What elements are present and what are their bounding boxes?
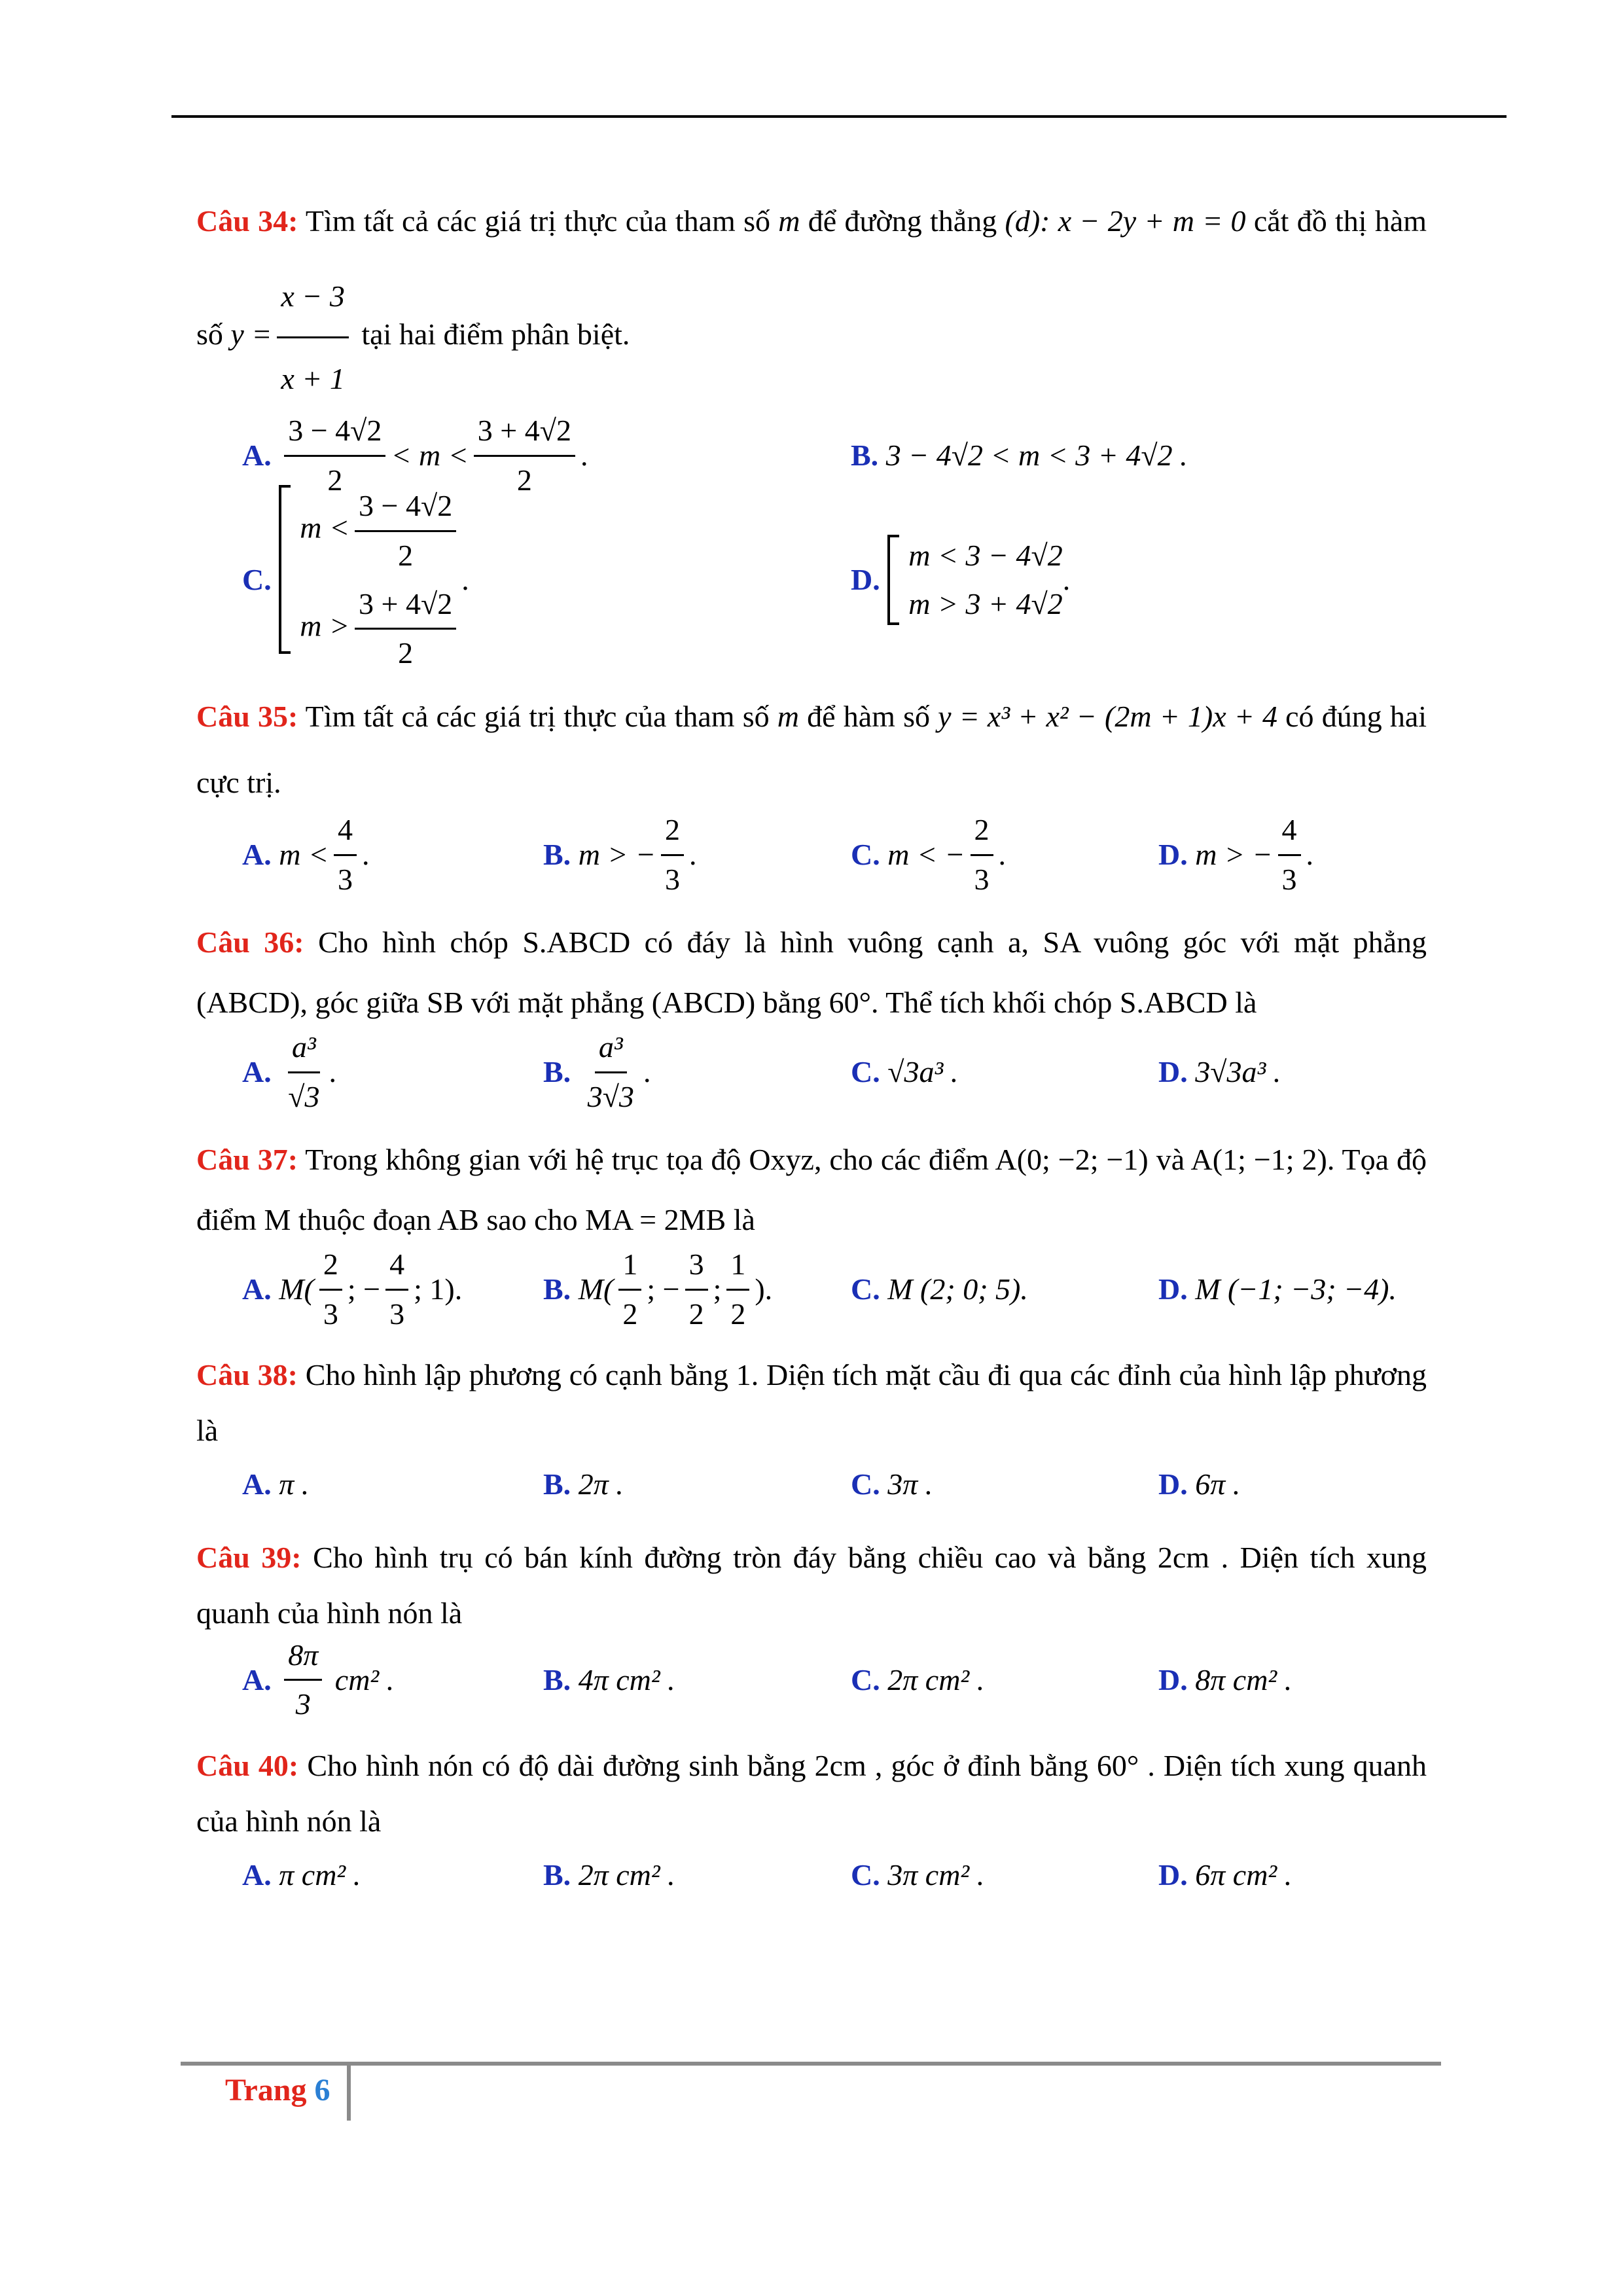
option-b[interactable]: B. m > − $\frac{2}{3}$ . bbox=[543, 816, 697, 894]
question-37: Câu 37: Trong không gian với hệ trục tọa độ Oxyz, cho các điểm A(0; −2; −1) và A(1; −1; 2). Tọa độ điểm M thuộc đoạn AB sao cho MA = 2MB là A. M( $\frac{2}{3}$ ; − $\frac{4}{3}$ ; 1). B. M( $\frac{1}{2}$ ; − $\frac{3}{2}$ ; $\frac{1}{2}$ ). C. M (2; 0; 5). D. M (−1; −3; −4). bbox=[196, 1143, 1427, 1331]
options-row bbox=[196, 1638, 1427, 1721]
question-34: Câu 34: Tìm tất cả các giá trị thực của tham số m để đường thẳng (d): x − 2y + m = 0 cắt đồ thị hàm số y = $\frac{x - 3}{x + 1}$ tại hai điểm phân biệt. A. $\frac{3 - 4√2}{2}$ < m < $\frac{3 + 4√2}{2}$ . B. 3 − 4√2 < m < 3 + 4√2 . C. m < $\frac{3 - 4√2}{2}$ m > $\frac{3 + 4√2}{2}$ . D. m < 3 − 4√2 m > 3 + 4√2 . bbox=[196, 204, 1427, 670]
page-number: Trang 6 bbox=[225, 2073, 330, 2108]
option-d[interactable]: D. 6π . bbox=[1158, 1467, 1241, 1501]
option-c[interactable]: C. 3π . bbox=[851, 1467, 933, 1501]
question-number: Câu 35: bbox=[196, 700, 298, 733]
options-row bbox=[196, 416, 1427, 495]
function-fraction: $\frac{x - 3}{x + 1}$ bbox=[277, 259, 348, 416]
question-number: Câu 34: bbox=[196, 204, 298, 238]
question-39: Câu 39: Cho hình trụ có bán kính đường tròn đáy bằng chiều cao và bằng 2cm . Diện tích xung quanh của hình nón là A. $\frac{8\pi}{3}$ cm² . B. 4π cm² . C. 2π cm² . D. 8π cm² . bbox=[196, 1540, 1427, 1721]
question-35: Câu 35: Tìm tất cả các giá trị thực của tham số m để hàm số y = x³ + x² − (2m + 1)x + 4 có đúng hai cực trị. A. m < $\frac{4}{3}$ . B. m > − $\frac{2}{3}$ . C. m < − $\frac{2}{3}$ . D. m > − $\frac{4}{3}$ . bbox=[196, 700, 1427, 896]
system-bracket bbox=[887, 535, 899, 625]
options-row bbox=[196, 1849, 1427, 1901]
line-equation: (d): x − 2y + m = 0 bbox=[1005, 204, 1246, 238]
options-row bbox=[196, 1459, 1427, 1511]
options-row bbox=[196, 1030, 1427, 1113]
option-b[interactable]: B. $\frac{\text{a³}}{3√3}$ . bbox=[543, 1033, 651, 1111]
option-b[interactable]: B. 2π . bbox=[543, 1467, 624, 1501]
question-38: Câu 38: Cho hình lập phương có cạnh bằng 1. Diện tích mặt cầu đi qua các đỉnh của hình lập phương là A. π . B. 2π . C. 3π . D. 6π . bbox=[196, 1347, 1427, 1511]
question-number: Câu 38: bbox=[196, 1358, 298, 1392]
question-number: Câu 40: bbox=[196, 1748, 299, 1782]
options-row bbox=[196, 489, 1427, 670]
option-b[interactable]: B. M( $\frac{1}{2}$ ; − $\frac{3}{2}$ ; $\frac{1}{2}$ ). bbox=[543, 1250, 772, 1329]
option-a[interactable]: A. π cm² . bbox=[242, 1857, 361, 1892]
option-c[interactable]: C. m < $\frac{3 - 4√2}{2}$ m > $\frac{3 + 4√2}{2}$ . bbox=[242, 495, 469, 665]
question-number: Câu 36: bbox=[196, 925, 304, 960]
option-d[interactable]: D. 8π cm² . bbox=[1158, 1662, 1293, 1696]
option-b[interactable]: B. 2π cm² . bbox=[543, 1857, 675, 1892]
option-a[interactable]: A. $\frac{8\pi}{3}$ cm² . bbox=[242, 1641, 394, 1719]
option-a[interactable]: A. M( $\frac{2}{3}$ ; − $\frac{4}{3}$ ; 1). bbox=[242, 1250, 462, 1329]
system-bracket bbox=[279, 485, 291, 654]
question-number: Câu 37: bbox=[196, 1143, 298, 1177]
function-formula: y = x³ + x² − (2m + 1)x + 4 bbox=[938, 700, 1277, 733]
question-number: Câu 39: bbox=[196, 1540, 302, 1574]
footer-rule bbox=[181, 2062, 1441, 2066]
option-d[interactable]: D. 6π cm² . bbox=[1158, 1857, 1293, 1892]
header-rule bbox=[171, 115, 1507, 118]
option-c[interactable]: C. 3π cm² . bbox=[851, 1857, 985, 1892]
option-c[interactable]: C. 2π cm² . bbox=[851, 1662, 985, 1696]
option-a[interactable]: A. $\frac{\text{a³}}{√3}$ . bbox=[242, 1033, 336, 1111]
option-d[interactable]: D. 3√3a³ . bbox=[1158, 1055, 1281, 1089]
option-b[interactable]: B. 3 − 4√2 < m < 3 + 4√2 . bbox=[851, 438, 1188, 472]
option-c[interactable]: C. M (2; 0; 5). bbox=[851, 1272, 1028, 1306]
option-d[interactable]: D. M (−1; −3; −4). bbox=[1158, 1272, 1397, 1306]
question-40: Câu 40: Cho hình nón có độ dài đường sinh bằng 2cm , góc ở đỉnh bằng 60° . Diện tích xung quanh của hình nón là A. π cm² . B. 2π cm² . C. 3π cm² . D. 6π cm² . bbox=[196, 1738, 1427, 1901]
option-d[interactable]: D. m < 3 − 4√2 m > 3 + 4√2 . bbox=[851, 495, 1070, 665]
footer-divider bbox=[347, 2066, 351, 2121]
options-row bbox=[196, 1247, 1427, 1331]
option-a[interactable]: A. π . bbox=[242, 1467, 310, 1501]
option-d[interactable]: D. m > − $\frac{4}{3}$ . bbox=[1158, 816, 1313, 894]
option-c[interactable]: C. √3a³ . bbox=[851, 1055, 959, 1089]
option-b[interactable]: B. 4π cm² . bbox=[543, 1662, 675, 1696]
option-a[interactable]: A. m < $\frac{4}{3}$ . bbox=[242, 816, 370, 894]
question-36: Câu 36: Cho hình chóp S.ABCD có đáy là hình vuông cạnh a, SA vuông góc với mặt phẳng (ABCD), góc giữa SB với mặt phẳng (ABCD) bằng 60°. Thể tích khối chóp S.ABCD là A. $\frac{\text{a³}}{√3}$ . B. $\frac{\text{a³}}{3√3}$ . C. √3a³ . D. 3√3a³ . bbox=[196, 925, 1427, 1113]
option-a[interactable]: A. $\frac{3 - 4√2}{2}$ < m < $\frac{3 + 4√2}{2}$ . bbox=[242, 416, 588, 495]
option-c[interactable]: C. m < − $\frac{2}{3}$ . bbox=[851, 816, 1006, 894]
page-content bbox=[196, 183, 1427, 1920]
options-row bbox=[196, 813, 1427, 896]
